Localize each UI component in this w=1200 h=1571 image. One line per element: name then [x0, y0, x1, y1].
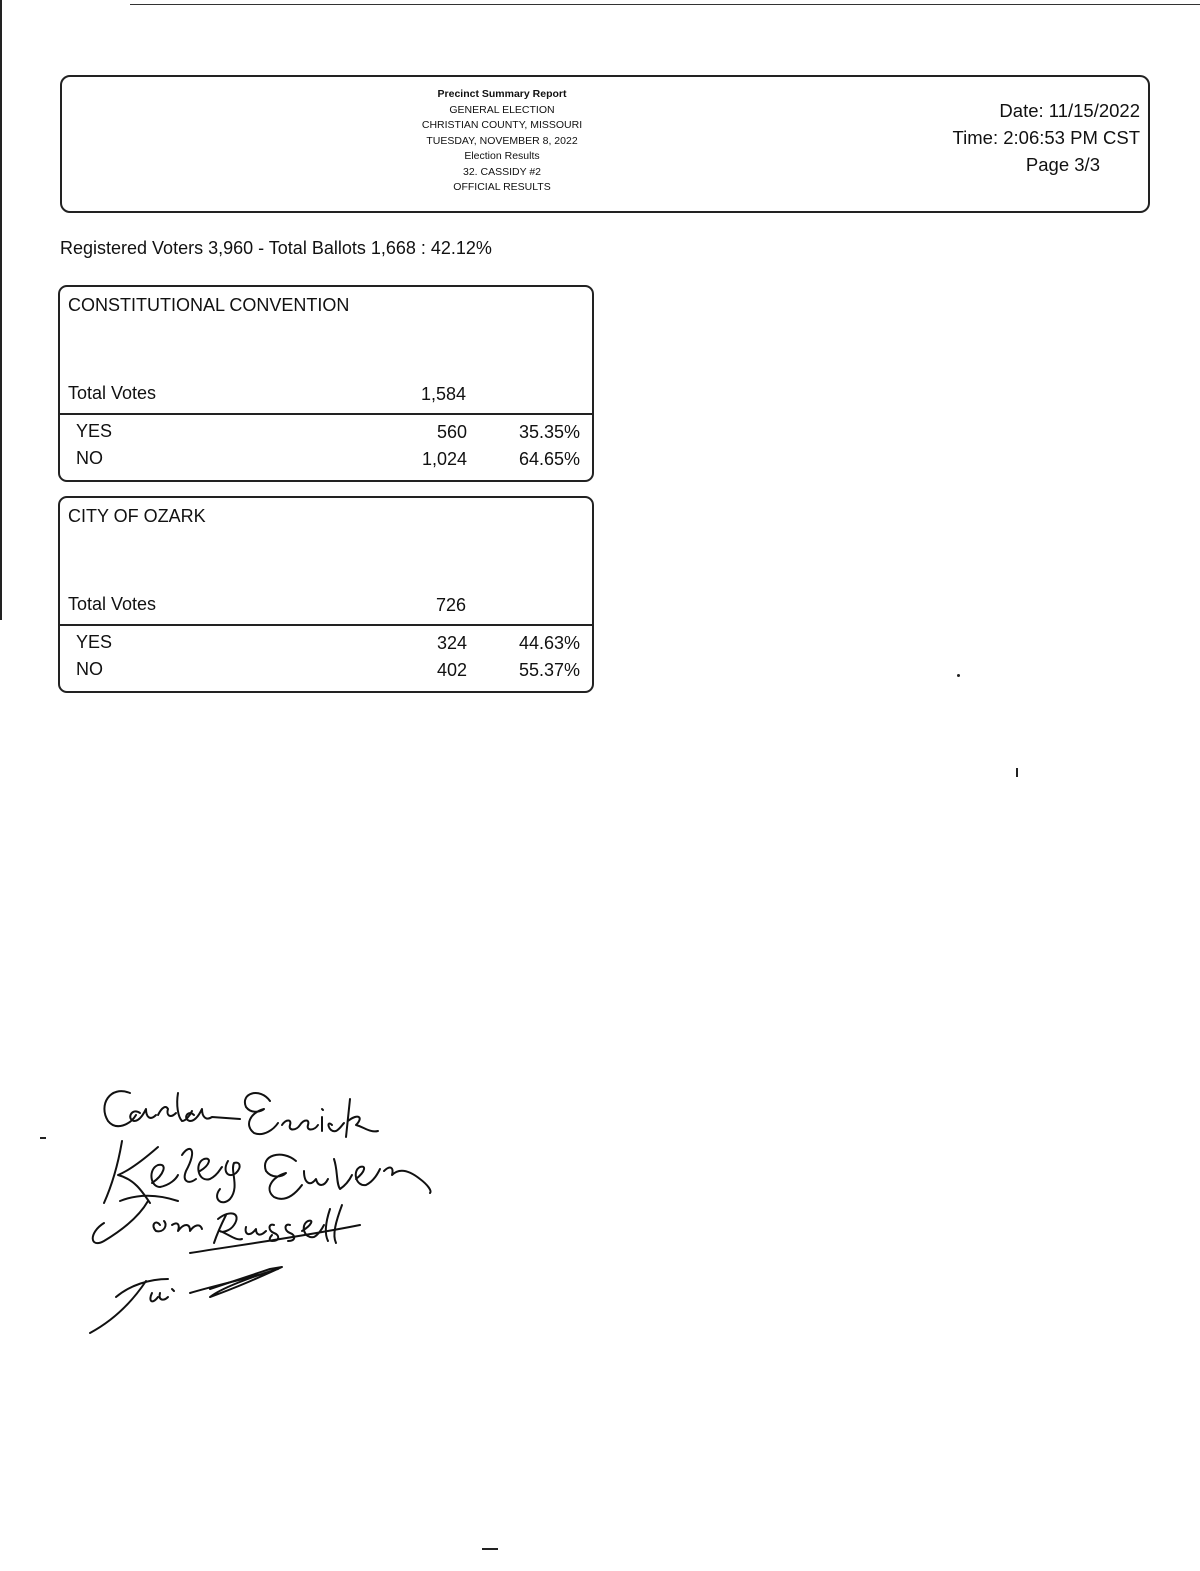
signatures-image: [60, 1075, 460, 1345]
choice-votes: 1,024: [421, 449, 467, 469]
choice-row: [60, 421, 592, 447]
choice-votes: 324: [436, 633, 467, 653]
page-number: Page 3/3: [1025, 154, 1100, 175]
scan-speck: [40, 1137, 46, 1139]
report-header: [60, 75, 1150, 213]
scan-edge-left: [0, 0, 2, 620]
results-label: Election Results: [464, 150, 540, 162]
choice-row: [60, 632, 592, 658]
official-results-label: OFFICIAL RESULTS: [453, 181, 551, 193]
choice-percent: 64.65%: [518, 449, 580, 469]
report-time: Time: 2:06:53 PM CST: [952, 127, 1140, 148]
choice-votes: 560: [436, 422, 467, 442]
report-date: Date: 11/15/2022: [999, 100, 1140, 121]
signature-block: [60, 1075, 460, 1345]
divider: [60, 413, 592, 415]
total-votes-value: 1,584: [420, 384, 466, 404]
turnout-summary: Registered Voters 3,960 - Total Ballots 1,668 : 42.12%: [60, 238, 492, 258]
report-title: Precinct Summary Report: [437, 88, 567, 100]
choice-percent: 35.35%: [518, 422, 580, 442]
total-votes-label: Total Votes: [68, 383, 157, 403]
signature-3: [93, 1196, 360, 1253]
choice-name: NO: [76, 448, 103, 468]
contest-box: [58, 496, 594, 693]
signature-2: [104, 1141, 431, 1203]
signature-4: [90, 1267, 282, 1333]
scan-speck: [482, 1548, 498, 1550]
choice-row: [60, 659, 592, 685]
county-name: CHRISTIAN COUNTY, MISSOURI: [421, 119, 583, 131]
scan-speck: [957, 674, 960, 677]
divider: [60, 624, 592, 626]
precinct-name: 32. CASSIDY #2: [462, 165, 542, 178]
choice-name: YES: [76, 421, 113, 441]
contest-title: CITY OF OZARK: [68, 506, 206, 526]
choice-name: NO: [76, 659, 103, 679]
contest-box: [58, 285, 594, 482]
election-name: GENERAL ELECTION: [449, 103, 555, 116]
report-meta: [953, 97, 1140, 178]
choice-percent: 44.63%: [518, 633, 580, 653]
signature-1: [104, 1091, 378, 1137]
report-header-title-block: [352, 87, 652, 196]
election-date: TUESDAY, NOVEMBER 8, 2022: [426, 134, 578, 147]
choice-name: YES: [76, 632, 113, 652]
total-votes-value: 726: [435, 595, 466, 615]
scan-speck: [1016, 768, 1018, 777]
contest-title: CONSTITUTIONAL CONVENTION: [68, 295, 350, 315]
scan-edge-line: [130, 4, 1200, 5]
choice-percent: 55.37%: [518, 660, 580, 680]
choice-row: [60, 448, 592, 474]
choice-votes: 402: [436, 660, 467, 680]
total-votes-label: Total Votes: [68, 594, 157, 614]
